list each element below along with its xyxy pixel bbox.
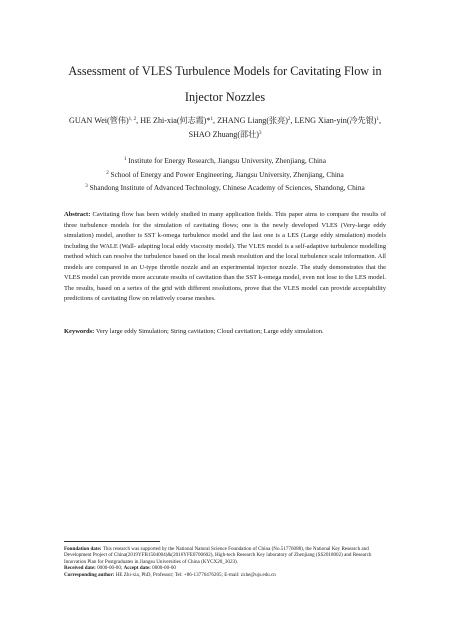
abstract-text: Cavitating flow has been widely studied in many application fields. This paper aims to compare the results of three turbulence models for the simulation of cavitating flows; one is the newly developed VLES (Very-large eddy simulation) model, another is SST k-omega turbulence model and the last one is a LES (Large eddy simulation) models including the WALE (Wall- adapting local eddy viscosity model). The VLES model is a self-adaptive turbulence modelling method which can resolve the turbulence based on the local mesh resolution and the local turbulence scale information. All models are compared in an U-type throttle nozzle and an experimental injector nozzle. The study demonstrates that the VLES model can provide more accurate results of cavitation than the SST k-omega model, even not lose to the LES model. The results, based on a series of the grid with different resolutions, prove that the VLES model can provide acceptability predictions of cavitating flow on relatively coarse meshes. bbox=[64, 211, 387, 303]
funding-note bbox=[64, 546, 386, 565]
keywords-label: Keywords: bbox=[64, 328, 95, 335]
author-name: GUAN Wei(管伟) bbox=[68, 116, 129, 125]
author-affil-sup: 2 bbox=[287, 117, 291, 122]
affiliation-number: 2 bbox=[106, 170, 109, 176]
received-label: Received date: bbox=[64, 565, 96, 572]
funding-text: This research was supported by the National Natural Science Foundation of China (No.51776088), the National Key Research and Development Project of China(2019YFB1504004)&(2016YFE0700602), High-tech Research Key laboratory of Zhenjiang (SS2018002) and Research Innovation Plan for Postgraduates in Jiangsu Universities of China (KYCX20_3023). bbox=[64, 546, 372, 565]
author-affil-sup: 1 bbox=[376, 117, 379, 122]
author-affil-sup: 1 bbox=[210, 117, 214, 122]
corresponding-label: Corresponding author: bbox=[64, 571, 115, 578]
affiliation bbox=[20, 154, 430, 168]
affiliation-text: School of Energy and Power Engineering, Jiangsu University, Zhenjiang, China bbox=[110, 169, 344, 179]
affiliation-list bbox=[20, 154, 430, 195]
funding-label: Foundation date: bbox=[64, 546, 102, 552]
footnote-divider bbox=[64, 541, 160, 542]
affiliation-number: 1 bbox=[124, 157, 127, 162]
received-value: 0000-00-00; bbox=[97, 565, 123, 572]
author-affil-sup: 3 bbox=[258, 131, 262, 136]
corresponding-text: HE Zhi-xia, PhD, Professor; Tel: +86-13776476205; E-mail: zxhe@ujs.edu.cn bbox=[115, 571, 276, 578]
accept-value: 0000-00-00 bbox=[152, 565, 176, 572]
paper-title bbox=[40, 58, 410, 110]
author-affil-sup: 1, 2 bbox=[128, 117, 137, 122]
keywords-text: Very large eddy Simulation; String cavitation; Cloud cavitation; Large eddy simulation. bbox=[95, 328, 324, 335]
title-line-1: Assessment of VLES Turbulence Models for Cavitating Flow in bbox=[68, 64, 382, 78]
author-name: HE Zhi-xia(何志霞)* bbox=[140, 116, 211, 125]
accept-label: Accept date: bbox=[123, 565, 151, 572]
abstract bbox=[64, 210, 386, 305]
affiliation-text: Shandong Institute of Advanced Technology, Chinese Academy of Sciences, Shandong, China bbox=[89, 183, 365, 192]
abstract-label: Abstract: bbox=[64, 211, 91, 218]
affiliation bbox=[20, 168, 430, 182]
author-list bbox=[30, 114, 420, 142]
author-name: ZHANG Liang(张亮) bbox=[217, 116, 288, 125]
affiliation-number: 3 bbox=[85, 184, 88, 189]
title-line-2: Injector Nozzles bbox=[184, 90, 266, 104]
author-line-2 bbox=[30, 128, 420, 142]
footnote bbox=[64, 546, 386, 578]
keywords bbox=[64, 327, 386, 337]
affiliation bbox=[20, 181, 430, 195]
author-line-1: GUAN Wei(管伟)$^{1, 2}$, HE Zhi-xia(何志霞)*$^1$, ZHANG Liang(张亮)$^2$, LENG Xian-yin(冷先银)$^1$, bbox=[68, 116, 382, 125]
affiliation-text: Institute for Energy Research, Jiangsu University, Zhenjiang, China bbox=[128, 156, 326, 165]
author-name: SHAO Zhuang(邵壮) bbox=[188, 130, 259, 139]
corresponding-note bbox=[64, 572, 386, 578]
author-name: LENG Xian-yin(冷先银) bbox=[294, 116, 377, 125]
